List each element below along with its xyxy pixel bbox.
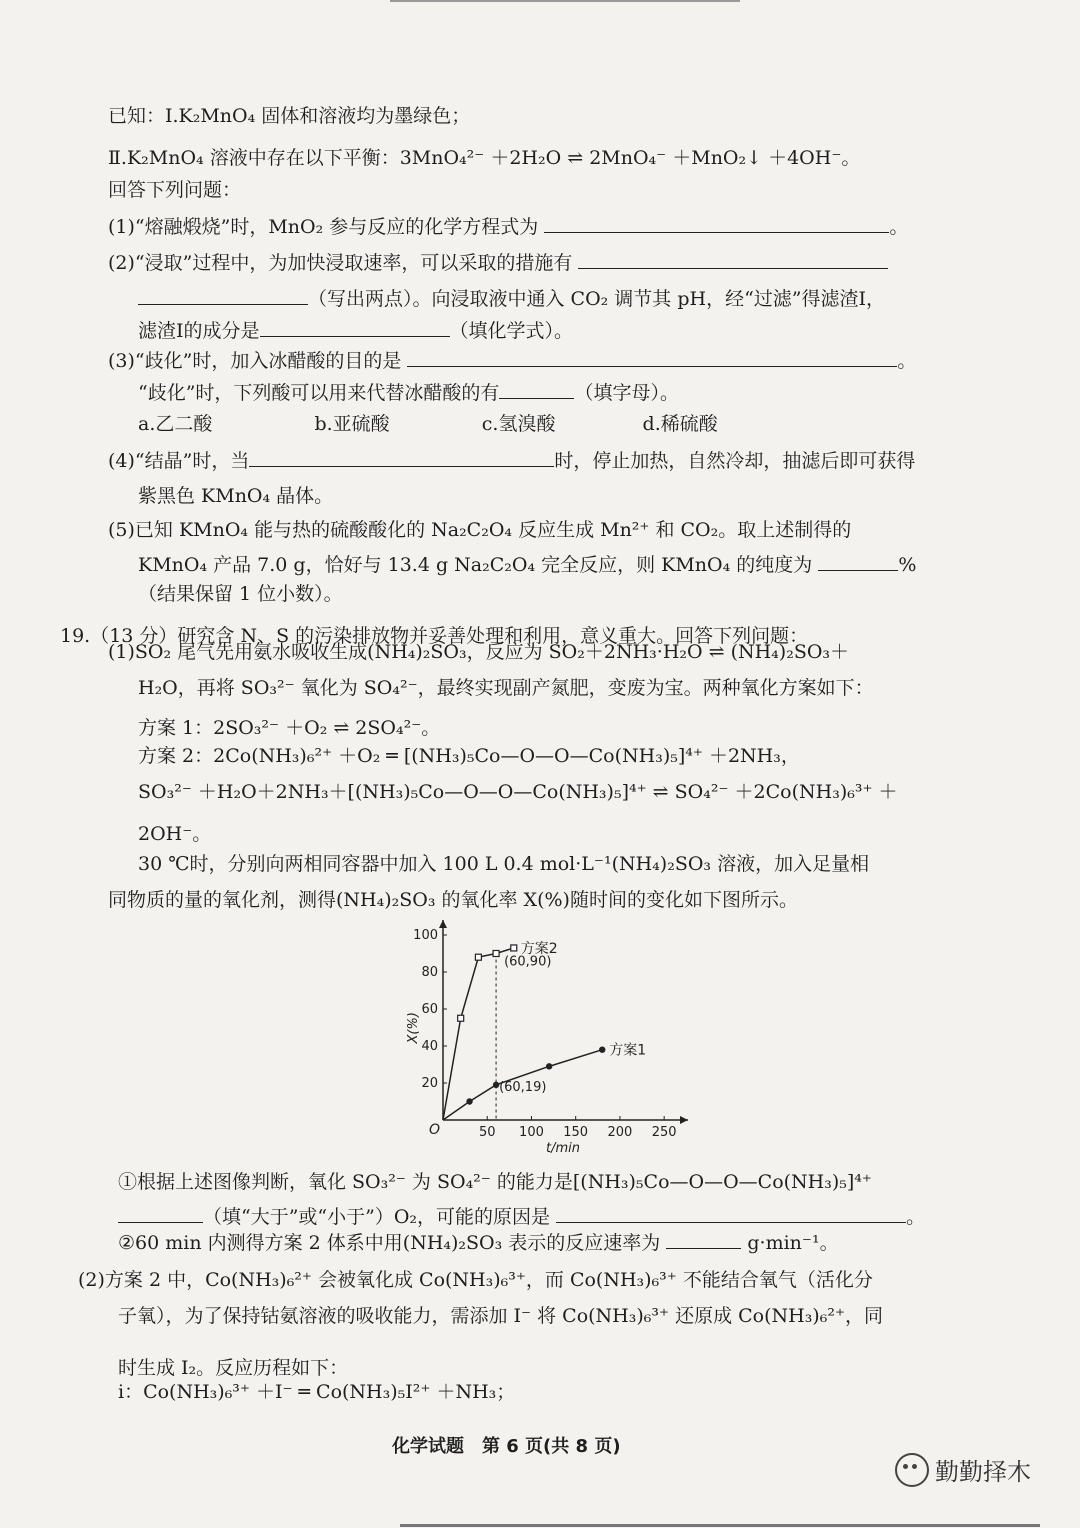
watermark-text: 勤勤择木	[935, 1458, 1031, 1486]
q3-choice-blank[interactable]	[499, 380, 574, 399]
q19-2-line1: (2)方案 2 中，Co(NH₃)₆²⁺ 会被氧化成 Co(NH₃)₆³⁺，而 Co(NH₃)₆³⁺ 不能结合氧气（活化分	[78, 1269, 873, 1291]
q19-1-line1: (1)SO₂ 尾气先用氨水吸收生成(NH₄)₂SO₃，反应为 SO₂＋2NH₃·H₂O ⇌ (NH₄)₂SO₃＋	[108, 641, 850, 663]
q2-text-line1: (2)“浸取”过程中，为加快浸取速率，可以采取的措施有	[108, 250, 888, 275]
data-point	[493, 951, 499, 957]
experiment-text-2: 同物质的量的氧化剂，测得(NH₄)₂SO₃ 的氧化率 X(%)随时间的变化如下图所示。	[108, 889, 798, 911]
q2-text-line2: （写出两点）。向浸取液中通入 CO₂ 调节其 pH，经“过滤”得滤渣Ⅰ，	[138, 286, 885, 311]
x-axis-label: t/min	[546, 1141, 580, 1156]
y-axis-label: X(%)	[406, 1012, 421, 1044]
scheme-1: 方案 1：2SO₃²⁻ ＋O₂ ⇌ 2SO₄²⁻。	[138, 717, 441, 739]
q19-1-part1: ①根据上述图像判断，氧化 SO₃²⁻ 为 SO₄²⁻ 的能力是[(NH₃)₅Co—O—O—Co(NH₃)₅]⁴⁺	[118, 1171, 872, 1193]
x-tick-label: 150	[563, 1125, 589, 1140]
q19-compare-blank[interactable]	[118, 1204, 203, 1223]
option-a: a.乙二酸	[138, 413, 213, 435]
q1-answer-blank[interactable]	[544, 214, 889, 233]
q5-text-line2: KMnO₄ 产品 7.0 g，恰好与 13.4 g Na₂C₂O₄ 完全反应，则 KMnO₄ 的纯度为 %	[138, 554, 917, 576]
known-condition-2: Ⅱ.K₂MnO₄ 溶液中存在以下平衡：3MnO₄²⁻ ＋2H₂O ⇌ 2MnO₄⁻ ＋MnO₂↓ ＋4OH⁻。	[108, 147, 861, 169]
q19-2-line2: 子氧），为了保持钴氨溶液的吸收能力，需添加 I⁻ 将 Co(NH₃)₆³⁺ 还原成 Co(NH₃)₆²⁺，同	[118, 1305, 883, 1327]
x-tick-label: 100	[519, 1125, 544, 1140]
q1-text: (1)“熔融煅烧”时，MnO₂ 参与反应的化学方程式为 。	[108, 216, 909, 238]
chart-svg	[405, 920, 695, 1160]
option-c: c.氢溴酸	[481, 413, 556, 435]
q19-2-line3: 时生成 I₂。反应历程如下：	[118, 1357, 349, 1379]
scheme-2-eq1: 方案 2：2Co(NH₃)₆²⁺ ＋O₂ ═ [(NH₃)₅Co—O—O—Co(NH₃)₅]⁴⁺ ＋2NH₃，	[138, 745, 800, 767]
option-b: b.亚硫酸	[314, 413, 390, 435]
q19-1-part1-cont: （填“大于”或“小于”）O₂，可能的原因是 。	[118, 1204, 925, 1229]
page-edge-top	[390, 0, 740, 2]
q19-2-step-i: ⅰ：Co(NH₃)₆³⁺ ＋I⁻ ═ Co(NH₃)₅I²⁺ ＋NH₃；	[118, 1381, 516, 1403]
x-axis-arrow	[680, 1116, 688, 1124]
x-tick-label: 250	[651, 1125, 677, 1140]
q5-text-line1: (5)已知 KMnO₄ 能与热的硫酸酸化的 Na₂C₂O₄ 反应生成 Mn²⁺ 和 CO₂。取上述制得的	[108, 519, 852, 541]
q19-header: 19.（13 分）研究含 N、S 的污染排放物并妥善处理和利用，意义重大。回答下列问题：	[60, 625, 809, 647]
y-axis-arrow	[439, 920, 447, 928]
data-point	[466, 1098, 472, 1104]
y-tick-label: 40	[421, 1039, 438, 1054]
y-tick-label: 80	[421, 965, 438, 980]
y-tick-label: 20	[421, 1076, 438, 1091]
series-name-label: 方案2	[520, 940, 558, 957]
q19-reason-blank[interactable]	[556, 1204, 906, 1223]
q4-answer-blank[interactable]	[249, 448, 554, 467]
q2-residue-blank[interactable]	[260, 318, 450, 337]
origin-label: O	[429, 1122, 441, 1138]
y-tick-label: 60	[421, 1002, 438, 1017]
experiment-text-1: 30 ℃时，分别向两相同容器中加入 100 L 0.4 mol·L⁻¹(NH₄)₂SO₃ 溶液，加入足量相	[138, 853, 870, 875]
data-point	[546, 1063, 552, 1069]
data-point	[599, 1047, 605, 1053]
scheme-2-eq2-cont: 2OH⁻。	[138, 823, 212, 845]
series-name-label: 方案1	[609, 1042, 647, 1059]
q3-options	[138, 412, 718, 436]
option-d: d.稀硫酸	[642, 413, 718, 435]
q3-text-line1: (3)“歧化”时，加入冰醋酸的目的是 。	[108, 350, 917, 372]
x-tick-label: 50	[478, 1125, 496, 1140]
q19-1-part2: ②60 min 内测得方案 2 体系中用(NH₄)₂SO₃ 表示的反应速率为 g·min⁻¹。	[118, 1232, 839, 1254]
wechat-icon	[895, 1453, 929, 1487]
data-point	[511, 945, 517, 951]
q5-text-line3: （结果保留 1 位小数）。	[138, 583, 343, 605]
q3-purpose-blank[interactable]	[407, 348, 897, 367]
x-tick-label: 200	[607, 1125, 633, 1140]
q2-measures-blank-cont[interactable]	[138, 286, 308, 305]
watermark	[895, 1452, 1031, 1487]
instruction-text: 回答下列问题：	[108, 179, 242, 201]
known-condition-1: 已知：Ⅰ.K₂MnO₄ 固体和溶液均为墨绿色；	[108, 105, 471, 127]
q5-purity-blank[interactable]	[818, 552, 898, 571]
q19-rate-blank[interactable]	[666, 1230, 741, 1249]
page-footer: 化学试题 第 6 页(共 8 页)	[392, 1436, 621, 1457]
q4-text-line1: (4)“结晶”时，当 时，停止加热，自然冷却，抽滤后即可获得	[108, 450, 916, 472]
q4-text-line2: 紫黑色 KMnO₄ 晶体。	[138, 485, 334, 507]
annotation-label: (60,19)	[499, 1079, 547, 1095]
data-point	[475, 954, 481, 960]
oxidation-rate-chart	[405, 920, 695, 1160]
q2-text-line3: 滤渣Ⅰ的成分是 （填化学式）。	[138, 320, 574, 342]
q2-measures-blank[interactable]	[578, 250, 888, 269]
y-tick-label: 100	[413, 928, 438, 943]
scheme-2-eq2: SO₃²⁻ ＋H₂O＋2NH₃＋[(NH₃)₅Co—O—O—Co(NH₃)₅]⁴⁺ ⇌ SO₄²⁻ ＋2Co(NH₃)₆³⁺ ＋	[138, 781, 898, 803]
annotation-label: (60,90)	[504, 954, 552, 970]
data-point	[458, 1015, 464, 1021]
page-edge-bottom	[400, 1524, 1040, 1527]
q3-text-line2: “歧化”时，下列酸可以用来代替冰醋酸的有 （填字母）。	[138, 382, 679, 404]
q19-1-line2: H₂O，再将 SO₃²⁻ 氧化为 SO₄²⁻，最终实现副产氮肥，变废为宝。两种氧化方案如下：	[138, 677, 874, 699]
